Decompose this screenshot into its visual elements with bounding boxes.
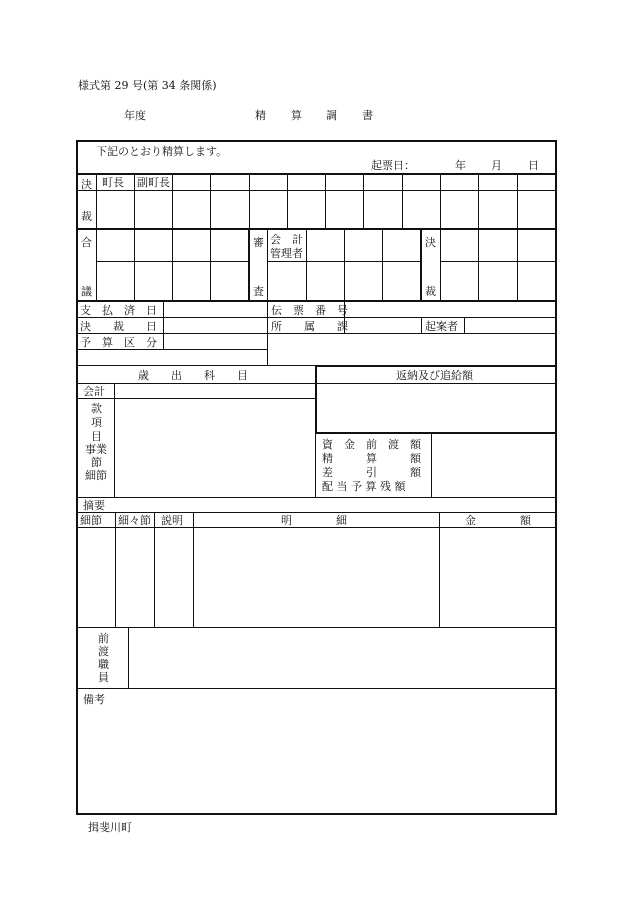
deputy-mayor-label: 副町長 [137, 176, 170, 189]
department-label: 所 属 課 [271, 320, 348, 333]
rule [77, 349, 267, 350]
review-label-top: 審 [253, 236, 264, 249]
decision-date-label: 決 裁 日 [80, 320, 157, 333]
decision2-label-bottom: 裁 [425, 285, 436, 298]
accountant-label-line2: 管理者 [270, 247, 303, 260]
rule [315, 383, 556, 384]
rule [420, 229, 422, 301]
rule [76, 228, 557, 230]
decision-label-top: 決 [81, 178, 92, 191]
rule [128, 628, 129, 688]
border-top [76, 140, 557, 142]
col-saisetsu: 細節 [80, 514, 102, 527]
difference-label: 差 引 額 [322, 466, 421, 479]
advance-staff-2: 渡 [98, 645, 109, 658]
item-saisetsu: 細節 [85, 469, 107, 482]
rule [77, 333, 556, 334]
rule [172, 174, 173, 229]
form-number: 様式第 29 号(第 34 条関係) [78, 79, 217, 92]
rule [440, 174, 441, 301]
item-moku: 目 [91, 430, 102, 443]
rule [306, 229, 307, 301]
item-kou: 項 [91, 416, 102, 429]
rule [210, 229, 211, 301]
review-label-bottom: 査 [253, 285, 264, 298]
remarks-label: 備考 [83, 693, 105, 706]
budget-category-label: 予 算 区 分 [80, 336, 157, 349]
col-description: 説明 [161, 514, 183, 527]
title-char-1: 精 [255, 109, 266, 122]
rule [134, 174, 135, 229]
rule [315, 365, 317, 433]
issue-date-label: 起票日： [371, 159, 415, 172]
rule [478, 174, 479, 301]
consultation-label-top: 合 [81, 236, 92, 249]
rule [115, 513, 116, 627]
rule [96, 174, 97, 301]
title-char-3: 調 [326, 109, 337, 122]
rule [517, 174, 518, 301]
rule [248, 229, 250, 301]
accountant-label-line1: 会 計 [270, 233, 303, 246]
border-bottom [76, 813, 557, 815]
col-saisaisetsu: 細々節 [118, 514, 151, 527]
budget-balance-label: 配 当 予 算 残 額 [322, 480, 406, 493]
item-kan: 款 [91, 402, 102, 415]
advance-staff-4: 員 [98, 671, 109, 684]
decision2-label-top: 決 [425, 236, 436, 249]
settlement-amount-label: 精 算 額 [322, 452, 421, 465]
rule [363, 174, 364, 229]
rule [431, 433, 432, 497]
rule [77, 317, 556, 318]
rule [77, 512, 556, 513]
rule [440, 261, 556, 262]
summary-label: 摘要 [83, 499, 105, 512]
expenditure-header: 歳 出 科 目 [138, 369, 248, 382]
border-left [76, 140, 78, 815]
rule [163, 302, 164, 350]
rule [77, 497, 556, 498]
advance-staff-3: 職 [98, 658, 109, 671]
rule [267, 229, 268, 301]
rule [315, 433, 316, 497]
rule [172, 229, 173, 301]
rule [287, 174, 288, 229]
rule [77, 398, 315, 399]
rule [114, 384, 115, 497]
drafter-label: 起案者 [425, 320, 458, 333]
accounting-label: 会計 [83, 385, 105, 398]
rule [344, 229, 345, 301]
rule [154, 513, 155, 627]
paid-date-label: 支 払 済 日 [80, 304, 157, 317]
col-detail: 明 細 [281, 514, 347, 527]
title-char-2: 算 [291, 109, 302, 122]
advance-amount-label: 資 金 前 渡 額 [322, 438, 421, 451]
col-amount: 金 額 [465, 514, 531, 527]
rule [76, 173, 557, 175]
rule [325, 174, 326, 229]
consultation-label-bottom: 議 [81, 285, 92, 298]
item-setsu: 節 [91, 456, 102, 469]
rule [402, 174, 403, 229]
rule [249, 174, 250, 229]
rule [439, 513, 440, 627]
rule [77, 383, 315, 384]
rule [77, 527, 556, 528]
item-jigyou: 事業 [85, 443, 107, 456]
rule [76, 300, 557, 302]
footer-town-name: 揖斐川町 [88, 821, 132, 834]
rule [382, 229, 383, 301]
rule [193, 513, 194, 627]
fiscal-year-label: 年度 [124, 109, 146, 122]
rule [464, 318, 465, 333]
advance-staff-1: 前 [98, 632, 109, 645]
rule [210, 174, 211, 229]
border-right [555, 140, 557, 815]
rule [77, 688, 556, 689]
voucher-number-label: 伝 票 番 号 [271, 304, 348, 317]
rule [134, 229, 135, 301]
rule [421, 318, 422, 333]
refund-header: 返納及び追給額 [396, 369, 473, 382]
rule [315, 432, 556, 434]
decision-label-bottom: 裁 [81, 210, 92, 223]
intro-text: 下記のとおり精算します。 [96, 145, 228, 158]
rule [315, 365, 556, 367]
title-char-4: 書 [362, 109, 373, 122]
rule [77, 627, 556, 628]
issue-date-day: 日 [528, 159, 539, 172]
issue-date-month: 月 [491, 159, 502, 172]
rule [77, 190, 556, 191]
mayor-label: 町長 [102, 176, 124, 189]
issue-date-year: 年 [455, 159, 466, 172]
rule [267, 302, 268, 365]
rule [96, 261, 250, 262]
